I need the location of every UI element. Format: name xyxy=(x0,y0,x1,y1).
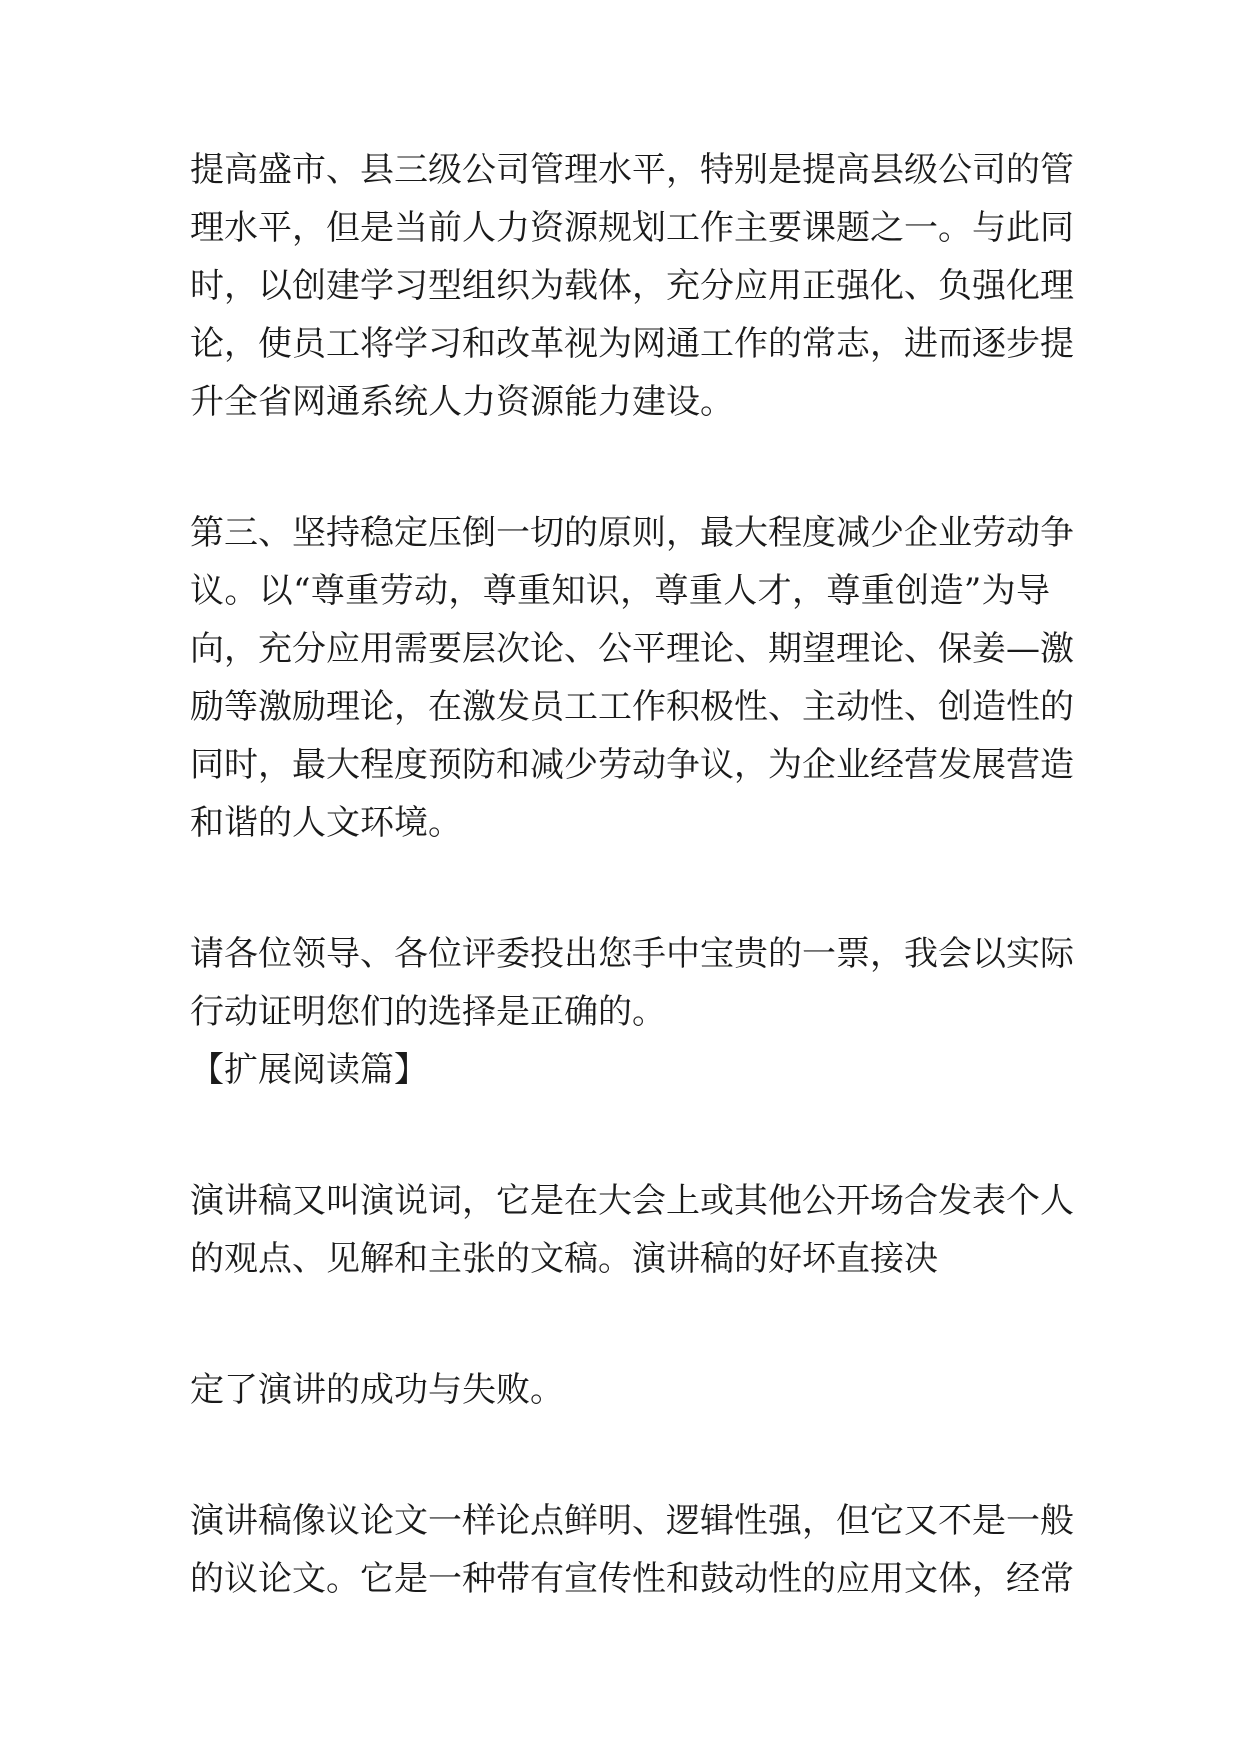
paragraph-1-line-1: 提高盛市、县三级公司管理水平，特别是提高县级公司的管 xyxy=(190,150,1074,190)
paragraph-1-line-5: 升全省网通系统人力资源能力建设。 xyxy=(190,382,734,422)
paragraph-4-line-1: 演讲稿又叫演说词，它是在大会上或其他公开场合发表个人 xyxy=(190,1181,1074,1221)
paragraph-3-line-1: 请各位领导、各位评委投出您手中宝贵的一票，我会以实际 xyxy=(190,934,1074,974)
paragraph-2-line-1: 第三、坚持稳定压倒一切的原则，最大程度减少企业劳动争 xyxy=(190,513,1074,553)
paragraph-3-line-2: 行动证明您们的选择是正确的。 xyxy=(190,992,666,1032)
paragraph-1-line-4: 论，使员工将学习和改革视为网通工作的常志，进而逐步提 xyxy=(190,324,1074,364)
paragraph-1-line-2: 理水平，但是当前人力资源规划工作主要课题之一。与此同 xyxy=(190,208,1074,248)
paragraph-2-line-2: 议。以“尊重劳动，尊重知识，尊重人才，尊重创造”为导 xyxy=(190,571,1050,611)
section-heading: 【扩展阅读篇】 xyxy=(190,1050,428,1090)
paragraph-5-line-1: 定了演讲的成功与失败。 xyxy=(190,1370,564,1410)
paragraph-2-line-4: 励等激励理论，在激发员工工作积极性、主动性、创造性的 xyxy=(190,687,1074,727)
paragraph-2-line-5: 同时，最大程度预防和减少劳动争议，为企业经营发展营造 xyxy=(190,745,1074,785)
paragraph-4-line-2: 的观点、见解和主张的文稿。演讲稿的好坏直接决 xyxy=(190,1239,938,1279)
paragraph-2-line-3: 向，充分应用需要层次论、公平理论、期望理论、保姜—激 xyxy=(190,629,1074,669)
paragraph-2-line-6: 和谐的人文环境。 xyxy=(190,803,462,843)
paragraph-1-line-3: 时，以创建学习型组织为载体，充分应用正强化、负强化理 xyxy=(190,266,1074,306)
paragraph-6-line-1: 演讲稿像议论文一样论点鲜明、逻辑性强，但它又不是一般 xyxy=(190,1501,1074,1541)
paragraph-6-line-2: 的议论文。它是一种带有宣传性和鼓动性的应用文体，经常 xyxy=(190,1559,1074,1599)
